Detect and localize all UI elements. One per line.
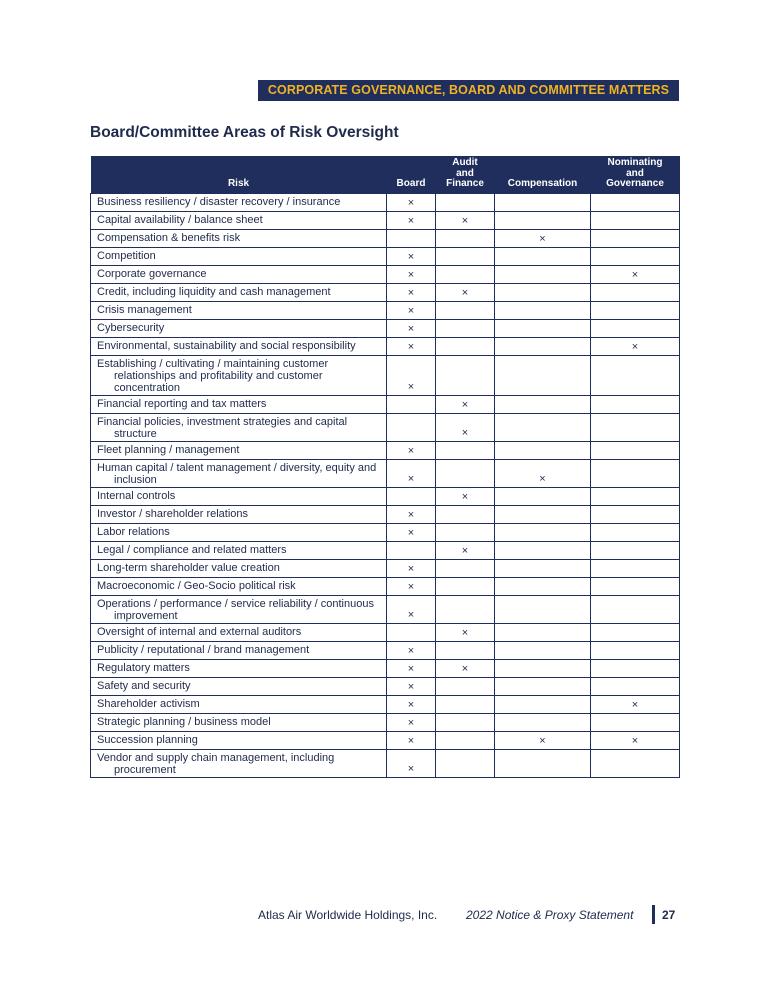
audit-finance-mark: × [436, 623, 495, 641]
compensation-mark: × [495, 731, 591, 749]
empty-cell [591, 395, 680, 413]
table-row [91, 713, 680, 731]
empty-cell [591, 211, 680, 229]
board-mark: × [387, 459, 436, 487]
empty-cell [591, 541, 680, 559]
board-mark: × [387, 677, 436, 695]
audit-finance-mark: × [436, 659, 495, 677]
nominating-governance-mark: × [591, 731, 680, 749]
empty-cell [591, 505, 680, 523]
board-mark: × [387, 505, 436, 523]
risk-label: Legal / compliance and related matters [91, 541, 387, 559]
risk-label: Regulatory matters [91, 659, 387, 677]
board-mark: × [387, 749, 436, 777]
empty-cell [436, 505, 495, 523]
table-row [91, 355, 680, 395]
empty-cell [591, 247, 680, 265]
risk-label: Shareholder activism [91, 695, 387, 713]
empty-cell [436, 577, 495, 595]
risk-label: Establishing / cultivating / maintaining customer relationships and profitability and customer concentration [91, 355, 387, 395]
empty-cell [436, 301, 495, 319]
empty-cell [591, 459, 680, 487]
empty-cell [436, 459, 495, 487]
table-row [91, 247, 680, 265]
table-row [91, 265, 680, 283]
empty-cell [495, 659, 591, 677]
table-row [91, 319, 680, 337]
board-mark: × [387, 659, 436, 677]
empty-cell [436, 337, 495, 355]
empty-cell [495, 283, 591, 301]
audit-finance-mark: × [436, 541, 495, 559]
empty-cell [436, 749, 495, 777]
empty-cell [591, 229, 680, 247]
empty-cell [591, 413, 680, 441]
section-banner: CORPORATE GOVERNANCE, BOARD AND COMMITTEE MATTERS [258, 80, 679, 101]
empty-cell [495, 713, 591, 731]
nominating-governance-mark: × [591, 695, 680, 713]
board-mark: × [387, 441, 436, 459]
empty-cell [436, 319, 495, 337]
page-footer [258, 905, 679, 925]
header-audit-finance [436, 156, 495, 193]
table-row [91, 523, 680, 541]
empty-cell [387, 229, 436, 247]
table-row [91, 505, 680, 523]
empty-cell [495, 193, 591, 211]
empty-cell [591, 301, 680, 319]
risk-label: Environmental, sustainability and social responsibility [91, 337, 387, 355]
risk-label: Competition [91, 247, 387, 265]
header-risk: Risk [91, 156, 387, 193]
empty-cell [387, 395, 436, 413]
table-row [91, 749, 680, 777]
table-header-row [91, 156, 680, 193]
empty-cell [495, 355, 591, 395]
empty-cell [387, 487, 436, 505]
risk-label: Long-term shareholder value creation [91, 559, 387, 577]
table-row [91, 595, 680, 623]
board-mark: × [387, 641, 436, 659]
audit-finance-mark: × [436, 211, 495, 229]
empty-cell [436, 677, 495, 695]
header-nom-line2: and [626, 167, 644, 179]
empty-cell [495, 695, 591, 713]
board-mark: × [387, 319, 436, 337]
board-mark: × [387, 559, 436, 577]
empty-cell [591, 749, 680, 777]
risk-label: Labor relations [91, 523, 387, 541]
empty-cell [591, 487, 680, 505]
board-mark: × [387, 577, 436, 595]
risk-label: Credit, including liquidity and cash management [91, 283, 387, 301]
board-mark: × [387, 247, 436, 265]
compensation-mark: × [495, 229, 591, 247]
table-row [91, 695, 680, 713]
empty-cell [436, 713, 495, 731]
table-row [91, 541, 680, 559]
footer-divider [652, 905, 655, 924]
empty-cell [591, 193, 680, 211]
table-row [91, 337, 680, 355]
risk-label: Fleet planning / management [91, 441, 387, 459]
empty-cell [495, 301, 591, 319]
nominating-governance-mark: × [591, 265, 680, 283]
empty-cell [495, 541, 591, 559]
board-mark: × [387, 211, 436, 229]
empty-cell [495, 441, 591, 459]
empty-cell [436, 731, 495, 749]
empty-cell [436, 523, 495, 541]
footer-company: Atlas Air Worldwide Holdings, Inc. [258, 908, 438, 922]
risk-label: Business resiliency / disaster recovery / insurance [91, 193, 387, 211]
risk-label: Financial policies, investment strategies and capital structure [91, 413, 387, 441]
table-row [91, 487, 680, 505]
empty-cell [436, 441, 495, 459]
board-mark: × [387, 731, 436, 749]
empty-cell [495, 641, 591, 659]
empty-cell [495, 337, 591, 355]
table-row [91, 577, 680, 595]
table-row [91, 395, 680, 413]
risk-label: Safety and security [91, 677, 387, 695]
risk-label: Publicity / reputational / brand management [91, 641, 387, 659]
risk-label: Capital availability / balance sheet [91, 211, 387, 229]
empty-cell [591, 577, 680, 595]
board-mark: × [387, 337, 436, 355]
board-mark: × [387, 595, 436, 623]
table-row [91, 623, 680, 641]
empty-cell [495, 319, 591, 337]
footer-document-title: 2022 Notice & Proxy Statement [466, 908, 634, 922]
risk-label: Internal controls [91, 487, 387, 505]
risk-oversight-table [90, 156, 680, 778]
empty-cell [591, 523, 680, 541]
empty-cell [495, 595, 591, 623]
empty-cell [495, 395, 591, 413]
empty-cell [591, 441, 680, 459]
empty-cell [591, 659, 680, 677]
empty-cell [387, 413, 436, 441]
table-row [91, 559, 680, 577]
risk-label: Compensation & benefits risk [91, 229, 387, 247]
empty-cell [495, 523, 591, 541]
risk-label: Cybersecurity [91, 319, 387, 337]
compensation-mark: × [495, 459, 591, 487]
empty-cell [436, 355, 495, 395]
board-mark: × [387, 355, 436, 395]
empty-cell [436, 247, 495, 265]
empty-cell [495, 677, 591, 695]
empty-cell [387, 541, 436, 559]
empty-cell [591, 283, 680, 301]
header-audit-line2: and [456, 167, 474, 179]
risk-label: Oversight of internal and external auditors [91, 623, 387, 641]
risk-label: Macroeconomic / Geo-Socio political risk [91, 577, 387, 595]
table-row [91, 283, 680, 301]
page-title: Board/Committee Areas of Risk Oversight [90, 124, 399, 141]
empty-cell [591, 641, 680, 659]
risk-label: Financial reporting and tax matters [91, 395, 387, 413]
empty-cell [436, 193, 495, 211]
board-mark: × [387, 283, 436, 301]
risk-label: Succession planning [91, 731, 387, 749]
board-mark: × [387, 193, 436, 211]
empty-cell [495, 487, 591, 505]
table-row [91, 301, 680, 319]
empty-cell [591, 355, 680, 395]
empty-cell [495, 247, 591, 265]
empty-cell [495, 623, 591, 641]
header-nom-line1: Nominating [607, 157, 663, 168]
empty-cell [495, 559, 591, 577]
nominating-governance-mark: × [591, 337, 680, 355]
audit-finance-mark: × [436, 395, 495, 413]
audit-finance-mark: × [436, 487, 495, 505]
empty-cell [436, 641, 495, 659]
header-compensation: Compensation [495, 156, 591, 193]
table-row [91, 441, 680, 459]
risk-label: Strategic planning / business model [91, 713, 387, 731]
empty-cell [495, 749, 591, 777]
risk-label: Human capital / talent management / diversity, equity and inclusion [91, 459, 387, 487]
audit-finance-mark: × [436, 413, 495, 441]
table-row [91, 459, 680, 487]
table-row [91, 229, 680, 247]
table-row [91, 193, 680, 211]
table-body [91, 193, 680, 777]
empty-cell [436, 695, 495, 713]
risk-label: Investor / shareholder relations [91, 505, 387, 523]
table-row [91, 211, 680, 229]
empty-cell [387, 623, 436, 641]
risk-label: Operations / performance / service reliability / continuous improvement [91, 595, 387, 623]
board-mark: × [387, 523, 436, 541]
empty-cell [591, 677, 680, 695]
empty-cell [495, 577, 591, 595]
board-mark: × [387, 713, 436, 731]
risk-label: Vendor and supply chain management, including procurement [91, 749, 387, 777]
header-audit-line3: Finance [446, 178, 484, 189]
board-mark: × [387, 301, 436, 319]
empty-cell [591, 559, 680, 577]
table-row [91, 641, 680, 659]
audit-finance-mark: × [436, 283, 495, 301]
empty-cell [495, 265, 591, 283]
empty-cell [495, 413, 591, 441]
empty-cell [436, 229, 495, 247]
page-number: 27 [662, 908, 676, 922]
empty-cell [591, 713, 680, 731]
risk-label: Crisis management [91, 301, 387, 319]
board-mark: × [387, 265, 436, 283]
empty-cell [436, 559, 495, 577]
empty-cell [436, 265, 495, 283]
empty-cell [591, 595, 680, 623]
empty-cell [591, 319, 680, 337]
board-mark: × [387, 695, 436, 713]
empty-cell [495, 211, 591, 229]
table-row [91, 413, 680, 441]
table-row [91, 731, 680, 749]
empty-cell [436, 595, 495, 623]
table-row [91, 659, 680, 677]
header-board: Board [387, 156, 436, 193]
risk-label: Corporate governance [91, 265, 387, 283]
empty-cell [495, 505, 591, 523]
empty-cell [591, 623, 680, 641]
table-row [91, 677, 680, 695]
header-nom-line3: Governance [606, 178, 664, 189]
header-audit-line1: Audit [452, 157, 478, 168]
header-nominating-governance [591, 156, 680, 193]
